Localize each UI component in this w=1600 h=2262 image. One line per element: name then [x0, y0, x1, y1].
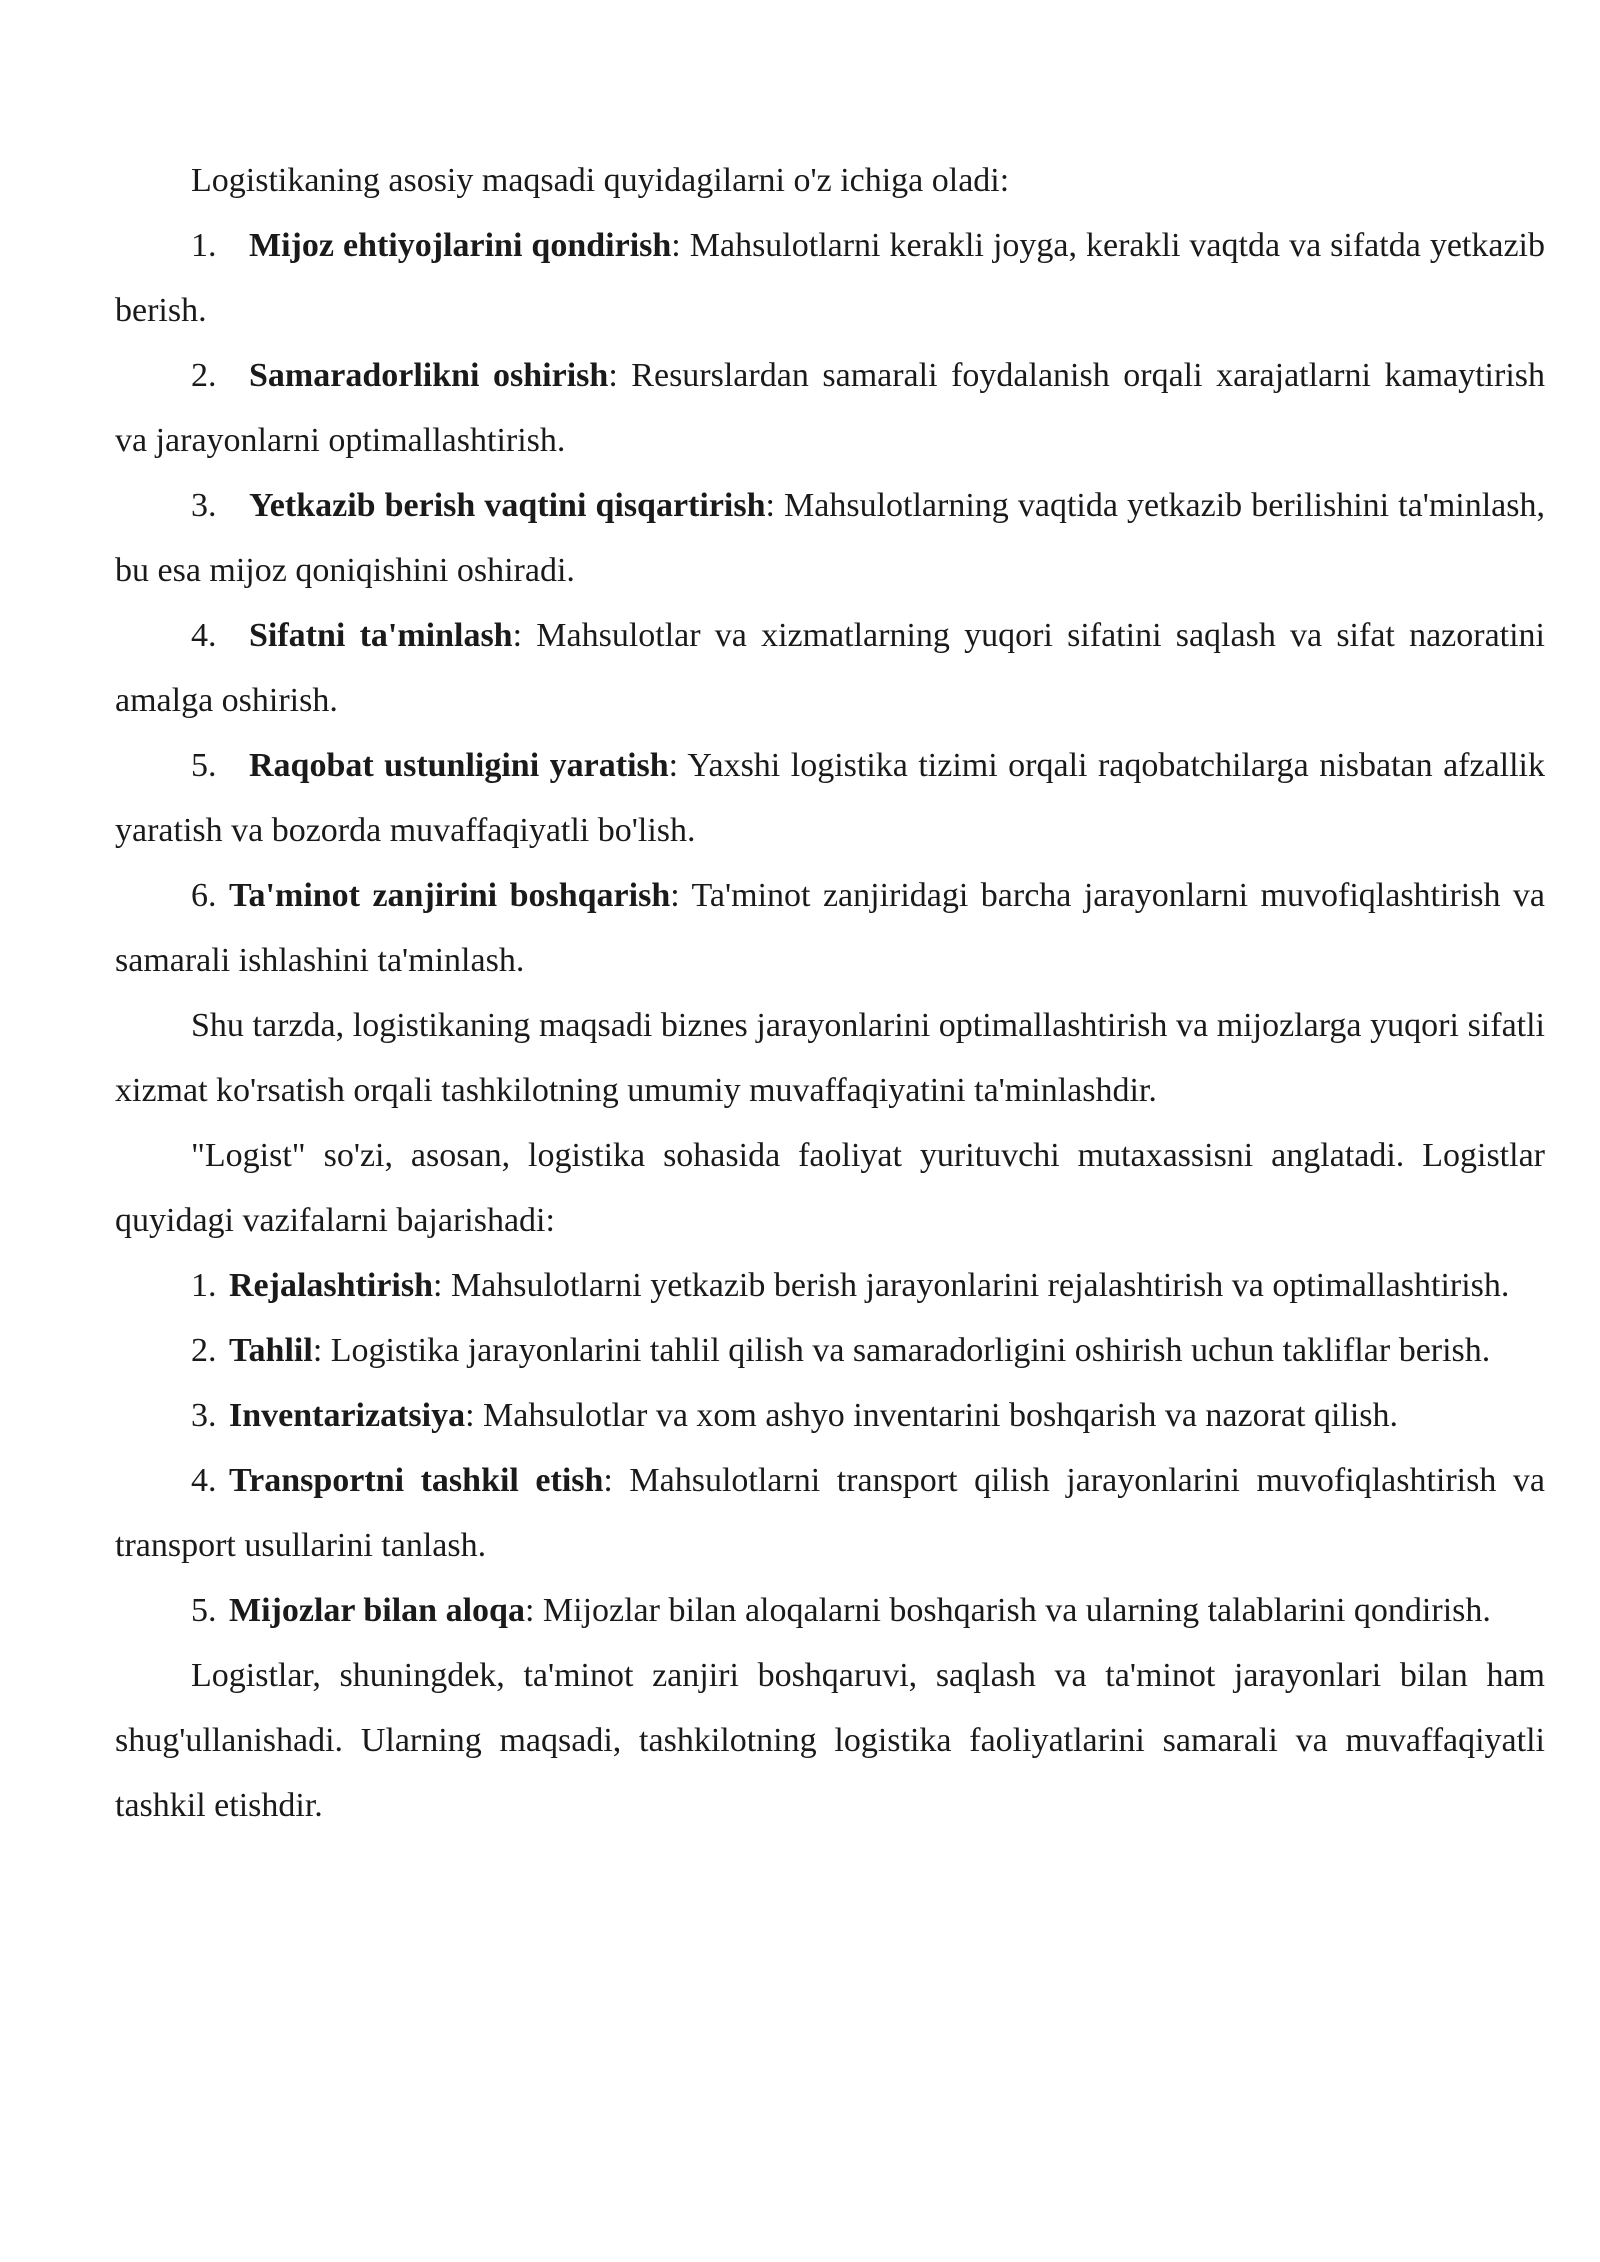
goal-number: 6. [191, 877, 217, 914]
goal-item [115, 603, 1545, 733]
goal-term: Raqobat ustunligini yaratish [249, 747, 669, 784]
goal-term: Samaradorlikni oshirish [249, 357, 609, 394]
task-item [115, 1448, 1545, 1578]
goal-item [115, 213, 1545, 343]
task-term: Rejalashtirish [229, 1267, 433, 1304]
goal-number: 4. [191, 617, 217, 654]
goal-text: : Mahsulotlarning vaqtida yetkazib berilishini ta'minlash, bu esa mijoz qoniqishini oshiradi. [115, 487, 1545, 589]
goal-text: : Ta'minot zanjiridagi barcha jarayonlarni muvofiqlashtirish va samarali ishlashini ta'minlash. [115, 877, 1545, 979]
goal-term: Ta'minot zanjirini boshqarish [229, 877, 671, 914]
goal-number: 1. [191, 227, 217, 264]
task-term: Transportni tashkil etish [229, 1462, 604, 1499]
task-number: 1. [191, 1267, 217, 1304]
task-number: 4. [191, 1462, 217, 1499]
goal-text: : Mahsulotlarni kerakli joyga, kerakli vaqtda va sifatda yetkazib berish. [115, 227, 1545, 329]
goal-number: 3. [191, 487, 217, 524]
task-text: : Mahsulotlarni yetkazib berish jarayonlarini rejalashtirish va optimallashtirish. [433, 1267, 1510, 1304]
goal-text: : Mahsulotlar va xizmatlarning yuqori sifatini saqlash va sifat nazoratini amalga oshirish. [115, 617, 1545, 719]
goal-item [115, 733, 1545, 863]
task-item [115, 1253, 1545, 1318]
goal-item [115, 473, 1545, 603]
goal-number: 2. [191, 357, 217, 394]
closing-paragraph: Logistlar, shuningdek, ta'minot zanjiri boshqaruvi, saqlash va ta'minot jarayonlari bilan ham shug'ullanishadi. Ularning maqsadi, tashkilotning logistika faoliyatlarini samarali va muvaffaqiyatli tashkil etishdir. [115, 1657, 1545, 1824]
goal-text: : Yaxshi logistika tizimi orqali raqobatchilarga nisbatan afzallik yaratish va bozorda muvaffaqiyatli bo'lish. [115, 747, 1545, 849]
task-item [115, 1383, 1545, 1448]
goal-item [115, 863, 1545, 993]
task-text: : Logistika jarayonlarini tahlil qilish va samaradorligini oshirish uchun takliflar berish. [312, 1332, 1491, 1369]
task-text: : Mahsulotlar va xom ashyo inventarini boshqarish va nazorat qilish. [465, 1397, 1399, 1434]
goal-text: : Resurslardan samarali foydalanish orqali xarajatlarni kamaytirish va jarayonlarni optimallashtirish. [115, 357, 1545, 459]
task-item [115, 1318, 1545, 1383]
task-term: Mijozlar bilan aloqa [229, 1592, 525, 1629]
goal-term: Mijoz ehtiyojlarini qondirish [249, 227, 672, 264]
task-term: Tahlil [229, 1332, 313, 1369]
task-text: : Mijozlar bilan aloqalarni boshqarish va ularning talablarini qondirish. [524, 1592, 1491, 1629]
goal-term: Sifatni ta'minlash [249, 617, 513, 654]
task-number: 2. [191, 1332, 217, 1369]
task-text: : Mahsulotlarni transport qilish jarayonlarini muvofiqlashtirish va transport usullarini tanlash. [115, 1462, 1545, 1564]
task-term: Inventarizatsiya [229, 1397, 466, 1434]
task-number: 3. [191, 1397, 217, 1434]
task-number: 5. [191, 1592, 217, 1629]
intro-paragraph: Logistikaning asosiy maqsadi quyidagilarni o'z ichiga oladi: [191, 162, 1010, 199]
task-item [115, 1578, 1545, 1643]
goal-item [115, 343, 1545, 473]
goal-number: 5. [191, 747, 217, 784]
document-page [115, 148, 1545, 1838]
goal-term: Yetkazib berish vaqtini qisqartirish [249, 487, 766, 524]
logist-intro-paragraph: "Logist" so'zi, asosan, logistika sohasida faoliyat yurituvchi mutaxassisni anglatadi. Logistlar quyidagi vazifalarni bajarishadi: [115, 1137, 1545, 1239]
summary-paragraph: Shu tarzda, logistikaning maqsadi biznes jarayonlarini optimallashtirish va mijozlarga yuqori sifatli xizmat ko'rsatish orqali tashkilotning umumiy muvaffaqiyatini ta'minlashdir. [115, 1007, 1545, 1109]
